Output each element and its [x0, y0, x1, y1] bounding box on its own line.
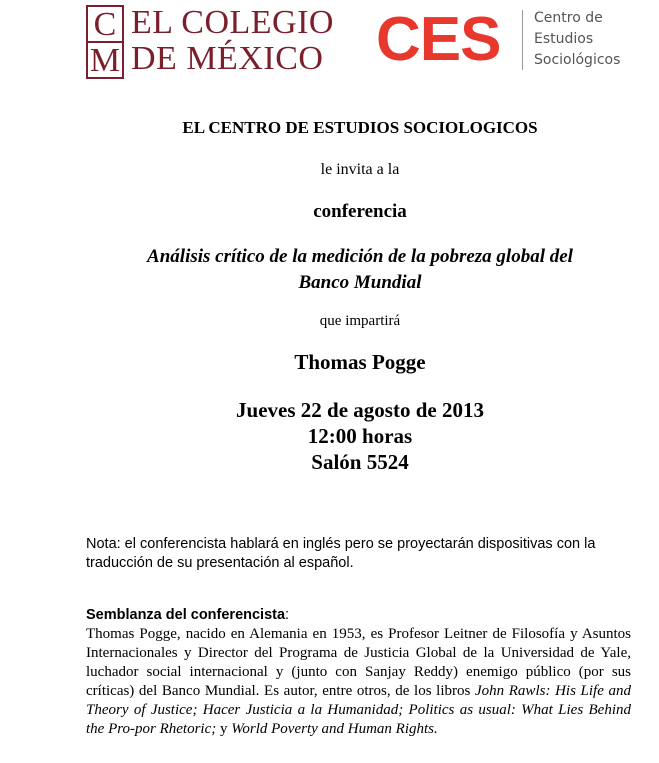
colmex-wordmark	[131, 5, 334, 77]
organizer-heading: EL CENTRO DE ESTUDIOS SOCIOLOGICOS	[182, 118, 538, 137]
bio-text-1: Thomas Pogge, nacido en Alemania en 1953, es Profesor Leitner de Filosofía y Asuntos Internacionales y Director del Programa de Justicia Global de la Universidad de Yale, luchador social internacional y (junto con Sanjay Reddy) enemigo público (por sus críticas) del Banco Mundial. Es autor, entre otros, de los libros	[86, 626, 631, 699]
speaker-bio	[86, 606, 631, 739]
event-time: 12:00 horas	[307, 424, 413, 448]
ces-logo: CES	[376, 5, 501, 74]
conference-title-line1: Análisis crítico de la medición de la pobreza global del	[147, 246, 573, 267]
ces-full-name	[534, 8, 620, 71]
colmex-wordmark-line1: EL COLEGIO	[131, 4, 334, 41]
bio-books-1: John Rawls: His Life and Theory of Justice; Hacer Justicia a la Humanidad; Politics as usual: What Lies Behind the Pro-por Rhetoric;	[86, 683, 631, 737]
conference-title-line2: Banco Mundial	[298, 272, 422, 293]
conference-title	[60, 244, 659, 296]
event-room: Salón 5524	[311, 450, 409, 474]
invite-text: le invita a la	[320, 161, 400, 178]
header	[0, 0, 659, 84]
colmex-wordmark-line2: DE MÉXICO	[131, 40, 324, 77]
bio-heading: Semblanza del conferencista	[86, 607, 286, 623]
impartira-text: que impartirá	[319, 313, 401, 329]
event-type: conferencia	[313, 201, 407, 222]
colmex-logo-letter-m: M	[89, 42, 121, 79]
ces-name-line3: Sociológicos	[534, 52, 621, 68]
ces-name-line2: Estudios	[534, 31, 594, 47]
bio-books-2: World Poverty and Human Rights.	[231, 721, 438, 737]
speaker-name: Thomas Pogge	[294, 350, 426, 374]
ces-name-line1: Centro de	[534, 10, 603, 26]
bio-body	[86, 625, 631, 739]
colmex-logo-icon	[86, 5, 124, 79]
event-date: Jueves 22 de agosto de 2013	[236, 398, 484, 422]
colmex-logo-letter-c: C	[88, 7, 122, 41]
bio-text-2: y	[216, 721, 232, 737]
bio-heading-colon: :	[285, 607, 290, 623]
ces-divider	[522, 10, 523, 70]
language-note: Nota: el conferencista hablará en inglés pero se proyectarán dispositivas con la traducción de su presentación al español.	[86, 536, 596, 571]
event-details	[60, 397, 659, 475]
